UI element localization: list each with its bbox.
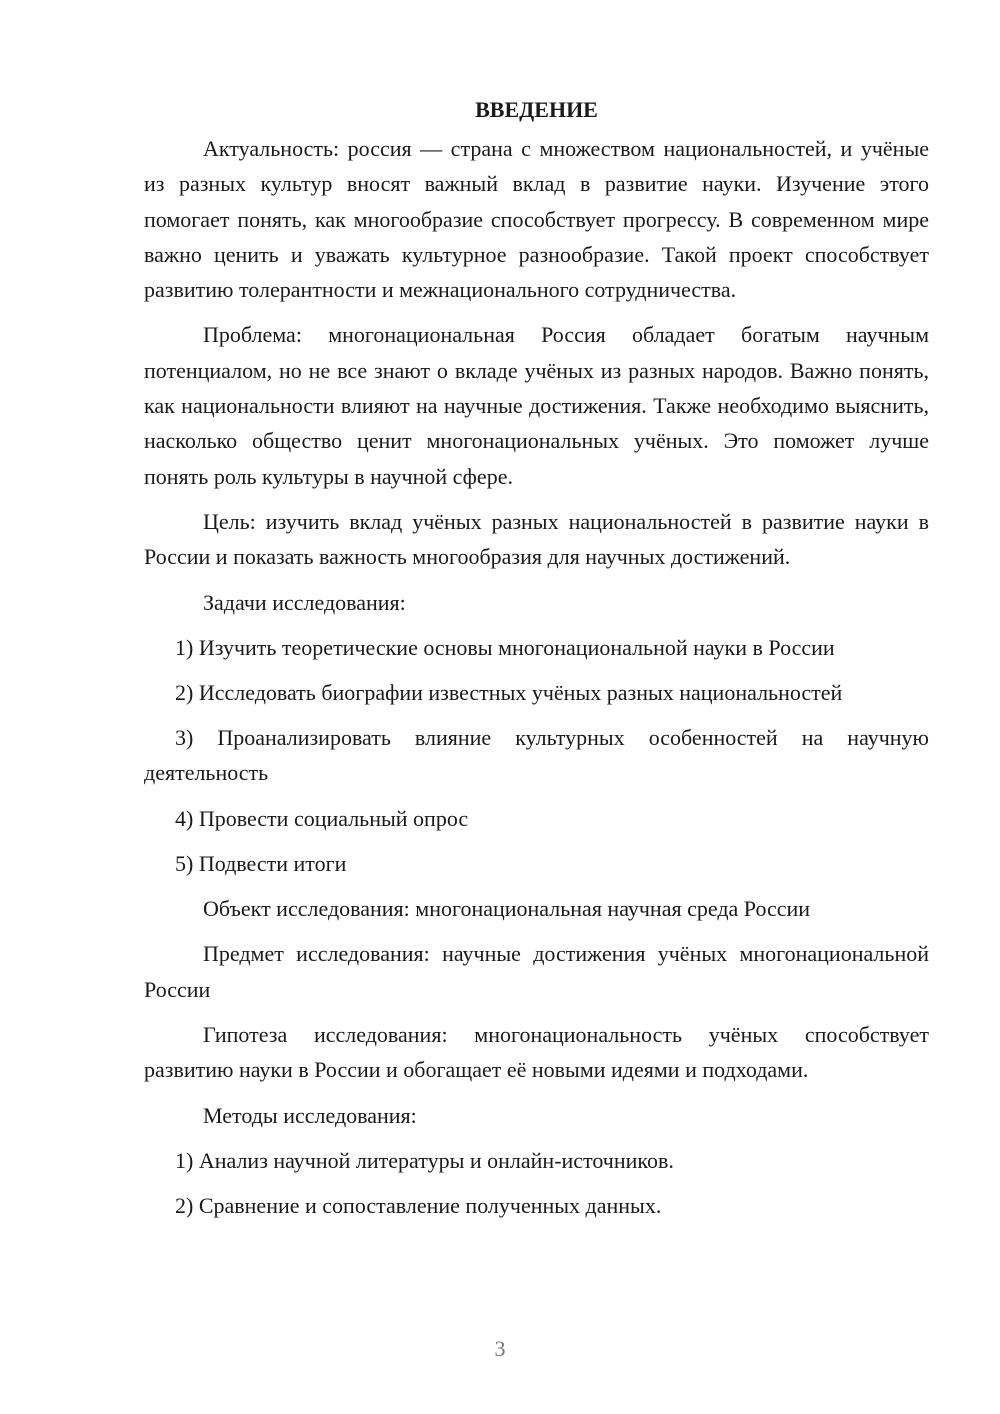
methods-heading: Методы исследования:	[203, 1102, 417, 1128]
method-item-1: 1) Анализ научной литературы и онлайн-источников.	[175, 1147, 674, 1173]
tasks-heading: Задачи исследования:	[203, 589, 406, 615]
page-content	[144, 92, 929, 1233]
task-item-4: 4) Провести социальный опрос	[175, 805, 469, 831]
research-subject: Предмет исследования: научные достижения учёных многонациональной России	[144, 941, 929, 1002]
goal-paragraph: Цель: изучить вклад учёных разных национальностей в развитие науки в России и показать важность многообразия для научных достижений.	[144, 508, 929, 570]
page-title: ВВЕДЕНИЕ	[475, 97, 598, 122]
research-object: Объект исследования: многонациональная научная среда России	[203, 896, 811, 922]
task-item-5: 5) Подвести итоги	[175, 851, 347, 877]
relevance-paragraph: Актуальность: россия — страна с множеством национальностей, и учёные из разных культур вносят важный вклад в развитие науки. Изучение этого помогает понять, как многообразие способствует прогрессу. В современном мире важно ценить и уважать культурное разнообразие. Такой проект способствует развитию толерантности и межнационального сотрудничества.	[144, 136, 929, 303]
task-item-3: 3) Проанализировать влияние культурных особенностей на научную деятельность	[144, 725, 929, 786]
task-item-1: 1) Изучить теоретические основы многонациональной науки в России	[175, 634, 835, 660]
problem-paragraph: Проблема: многонациональная Россия обладает богатым научным потенциалом, но не все знают о вкладе учёных из разных народов. Важно понять, как национальности влияют на научные достижения. Также необходимо выяснить, насколько общество ценит многонациональных учёных. Это поможет лучше понять роль культуры в научной сфере.	[144, 322, 929, 489]
research-hypothesis: Гипотеза исследования: многонациональность учёных способствует развитию науки в России и обогащает её новыми идеями и подходами.	[144, 1021, 929, 1083]
page-number: 3	[494, 1336, 506, 1361]
task-item-2: 2) Исследовать биографии известных учёных разных национальностей	[175, 679, 843, 705]
method-item-2: 2) Сравнение и сопоставление полученных данных.	[175, 1192, 662, 1218]
